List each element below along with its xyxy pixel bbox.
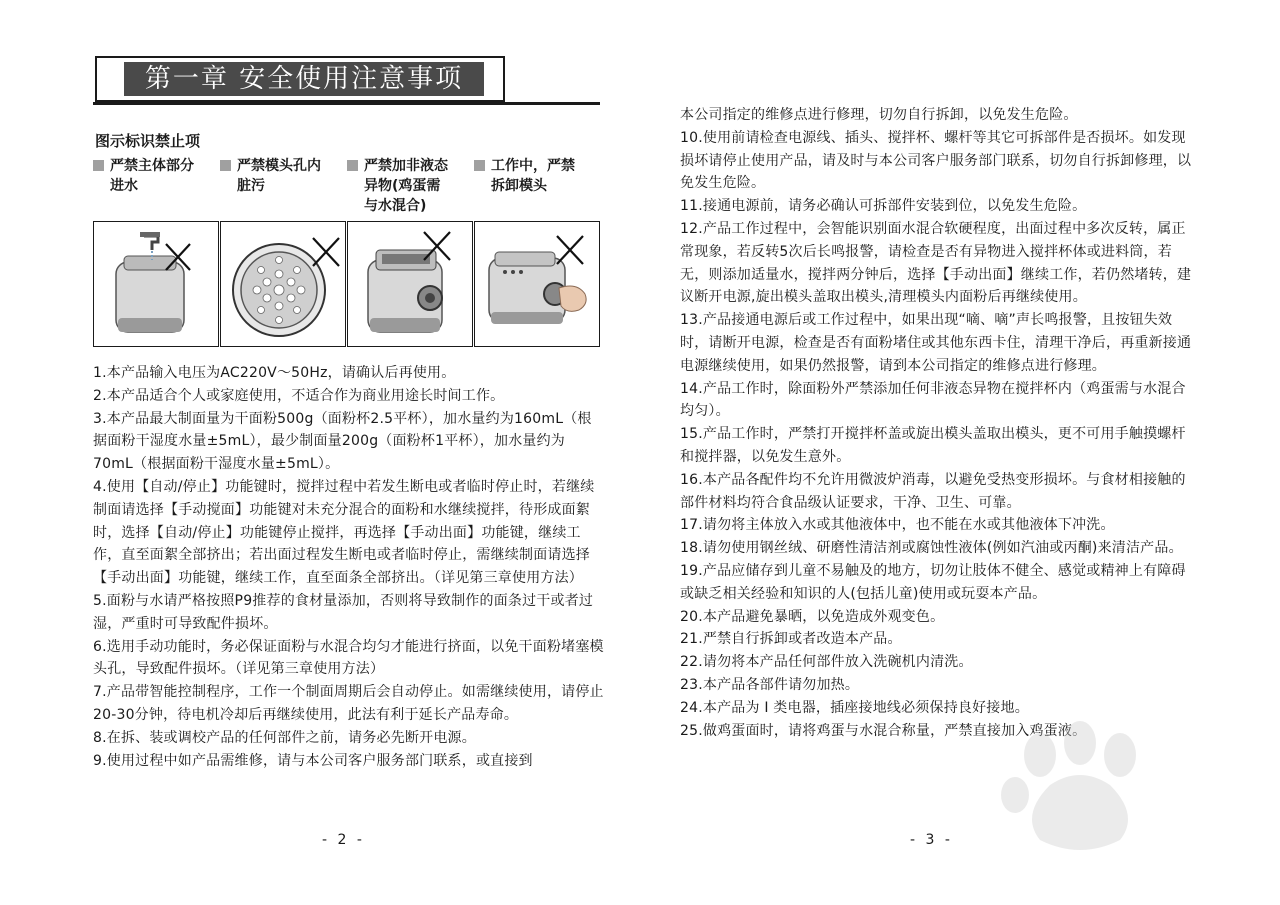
safety-item: 2.本产品适合个人或家庭使用，不适合作为商业用途长时间工作。: [93, 387, 505, 404]
safety-item: 10.使用前请检查电源线、插头、搅拌杯、螺杆等其它可拆部件是否损坏。如发现损坏请停止使用产品，请及时与本公司客户服务部门联系，切勿自行拆卸修理，以免发生危险。: [680, 129, 1192, 192]
safety-item: 19.产品应储存到儿童不易触及的地方，切勿让肢体不健全、感觉或精神上有障碍或缺乏相关经验和知识的人(包括儿童)使用或玩耍本产品。: [680, 562, 1186, 602]
safety-item: 3.本产品最大制面量为干面粉500g（面粉杯2.5平杯），加水量约为160mL（根据面粉干湿度水量±5mL），最少制面量200g（面粉杯1平杯），加水量约为70mL（根据面粉干湿度水量±5mL）。: [93, 410, 592, 473]
safety-item: 21.严禁自行拆卸或者改造本产品。: [680, 631, 902, 648]
safety-item: 12.产品工作过程中，会智能识别面水混合软硬程度，出面过程中多次反转，属正常现象，若反转5次后长鸣报警，请检查是否有异物进入搅拌杯体或进料筒，若无，则添加适量水，搅拌两分钟后，选择【手动出面】继续工作，若仍然堵转，建议断开电源,旋出模头盖取出模头,清理模头内面粉后再继续使用。: [680, 220, 1192, 306]
safety-item: 4.使用【自动/停止】功能键时，搅拌过程中若发生断电或者临时停止时，若继续制面请选择【手动搅面】功能键对未充分混合的面粉和水继续搅拌，待形成面絮时，选择【自动/停止】功能键停止搅拌，再选择【手动出面】功能键，继续工作，直至面絮全部挤出；若出面过程发生断电或者临时停止，需继续制面请选择【手动出面】功能键，继续工作，直至面条全部挤出。（详见第三章使用方法）: [93, 478, 595, 587]
safety-item: 24.本产品为 I 类电器，插座接地线必须保持良好接地。: [680, 699, 1029, 716]
prohibition-labels: [93, 156, 603, 216]
safety-item: 5.面粉与水请严格按照P9推荐的食材量添加，否则将导致制作的面条过干或者过湿，严重时可导致配件损坏。: [93, 592, 594, 632]
prohibition-label-2: 严禁模头孔内 脏污: [220, 156, 346, 196]
section-heading: 图示标识禁止项: [95, 132, 201, 150]
water-tap-machine-icon: [93, 221, 219, 347]
safety-item: 18.请勿使用钢丝绒、研磨性清洁剂或腐蚀性液体(例如汽油或丙酮)来清洁产品。: [680, 540, 1183, 557]
safety-item: 1.本产品输入电压为AC220V～50Hz，请确认后再使用。: [93, 365, 456, 381]
prohibition-label-4: 工作中，严禁 拆卸模头: [474, 156, 600, 196]
bullet-square-icon: [93, 160, 104, 171]
safety-item: 11.接通电源前，请务必确认可拆部件安装到位，以免发生危险。: [680, 198, 1087, 215]
paw-watermark-icon: [890, 715, 1270, 865]
page-number-right: - 3 -: [910, 832, 953, 848]
title-divider: [93, 102, 600, 105]
safety-item: 17.请勿将主体放入水或其他液体中，也不能在水或其他液体下冲洗。: [680, 517, 1115, 534]
safety-item: 16.本产品各配件均不允许用微波炉消毒，以避免受热变形损坏。与食材相接触的部件材料均符合食品级认证要求，干净、卫生、可靠。: [680, 471, 1186, 511]
prohibition-label-1: 严禁主体部分 进水: [93, 156, 219, 196]
right-page: [640, 0, 1280, 905]
safety-items-left: [93, 362, 605, 772]
hopper-foreign-object-icon: [347, 221, 473, 347]
prohibition-label-3: 严禁加非液态 异物(鸡蛋需 与水混合): [347, 156, 473, 216]
bullet-square-icon: [474, 160, 485, 171]
safety-item: 8.在拆、装或调校产品的任何部件之前，请务必先断开电源。: [93, 729, 476, 746]
safety-item: 23.本产品各部件请勿加热。: [680, 676, 860, 693]
safety-item: 22.请勿将本产品任何部件放入洗碗机内清洗。: [680, 654, 973, 671]
page-number-left: - 2 -: [322, 832, 365, 848]
safety-item: 6.选用手动功能时，务必保证面粉与水混合均匀才能进行挤面，以免干面粉堵塞模头孔，导致配件损坏。（详见第三章使用方法）: [93, 638, 604, 678]
bullet-square-icon: [347, 160, 358, 171]
chapter-title: 第一章 安全使用注意事项: [124, 62, 484, 96]
safety-item: 15.产品工作时，严禁打开搅拌杯盖或旋出模头盖取出模头，更不可用手触摸螺杆和搅拌器，以免发生意外。: [680, 426, 1186, 465]
safety-item: 14.产品工作时，除面粉外严禁添加任何非液态异物在搅拌杯内（鸡蛋需与水混合均匀）。: [680, 380, 1186, 420]
prohibition-icon-row: [93, 221, 598, 347]
bullet-square-icon: [220, 160, 231, 171]
die-plate-icon: [220, 221, 346, 347]
safety-item: 25.做鸡蛋面时，请将鸡蛋与水混合称量，严禁直接加入鸡蛋液。: [680, 722, 1087, 739]
safety-item: 20.本产品避免暴晒，以免造成外观变色。: [680, 608, 945, 625]
safety-item: 9.使用过程中如产品需维修，请与本公司客户服务部门联系，或直接到: [93, 752, 533, 769]
safety-item: 13.产品接通电源后或工作过程中，如果出现“嘀、嘀”声长鸣报警，且按钮失效时，请断开电源，检查是否有面粉堵住或其他东西卡住，清理干净后，再重新接通电源继续使用，如果仍然报警，请到本公司指定的维修点进行修理。: [680, 312, 1192, 374]
safety-items-right: [680, 104, 1192, 742]
hand-removing-die-icon: [474, 221, 600, 347]
safety-item: 本公司指定的维修点进行修理，切勿自行拆卸，以免发生危险。: [680, 107, 1078, 123]
safety-item: 7.产品带智能控制程序，工作一个制面周期后会自动停止。如需继续使用，请停止20-30分钟，待电机冷却后再继续使用，此法有利于延长产品寿命。: [93, 684, 604, 723]
